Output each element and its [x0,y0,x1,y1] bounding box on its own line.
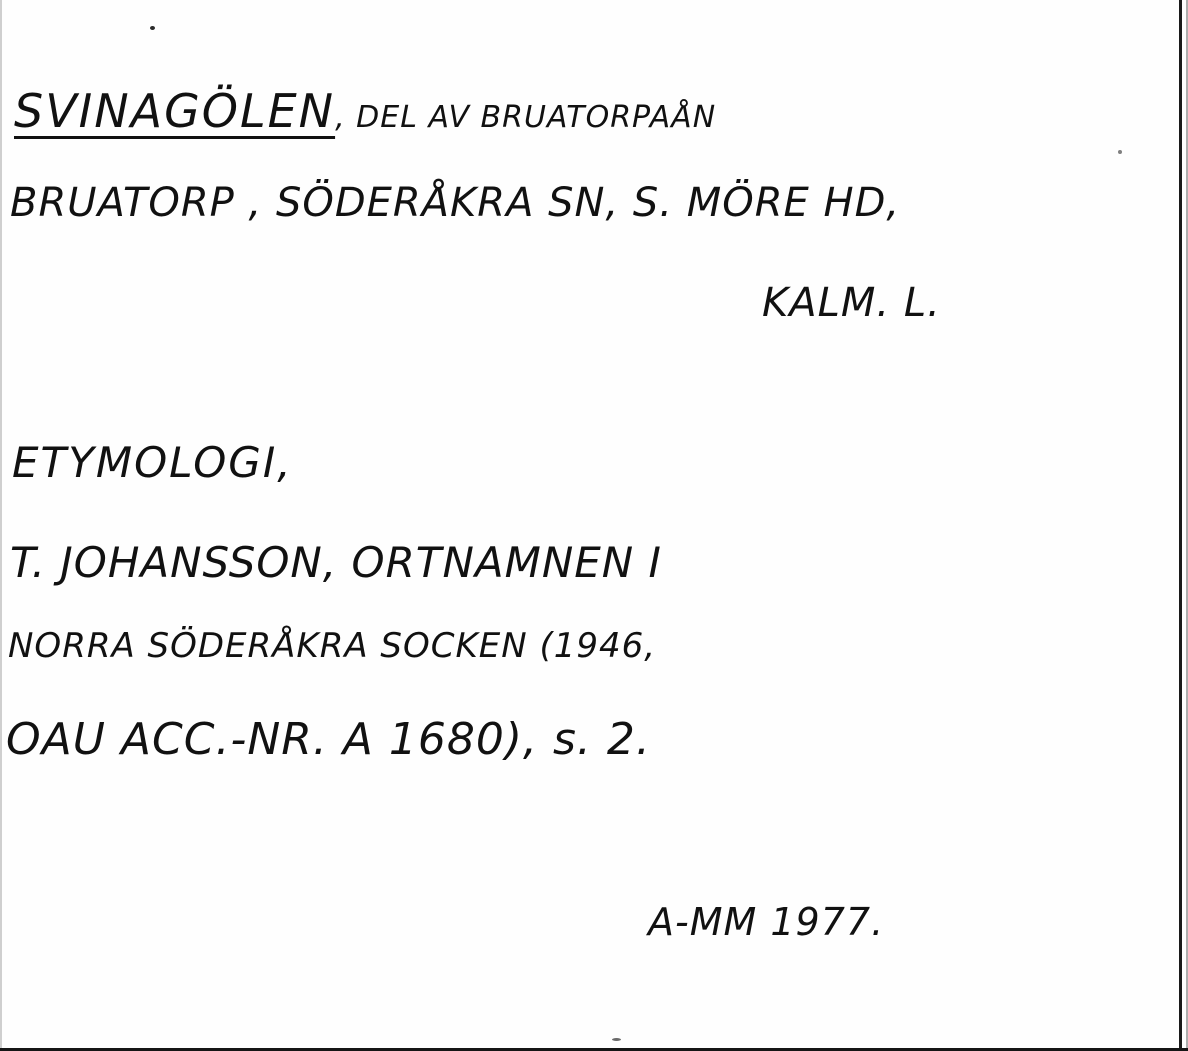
location-line: BRUATORP , SÖDERÅKRA SN, S. MÖRE HD, [10,180,901,226]
scan-speck [150,26,155,30]
headword-line [14,84,716,138]
county-line: KALM. L. [762,280,941,326]
signature: A-MM 1977. [648,900,885,944]
reference-line-3: OAU ACC.-NR. A 1680), s. 2. [6,714,651,765]
headword-qualifier: , DEL AV BRUATORPAÅN [335,100,717,135]
reference-line-1: T. JOHANSSON, ORTNAMNEN I [10,538,662,587]
scan-speck [1118,150,1122,154]
card-left-edge [0,0,2,1051]
reference-line-2: NORRA SÖDERÅKRA SOCKEN (1946, [8,626,657,666]
card-right-edge [1179,0,1182,1051]
section-label: ETYMOLOGI, [12,438,293,487]
scan-speck [612,1038,621,1041]
headword: SVINAGÖLEN [14,84,336,138]
